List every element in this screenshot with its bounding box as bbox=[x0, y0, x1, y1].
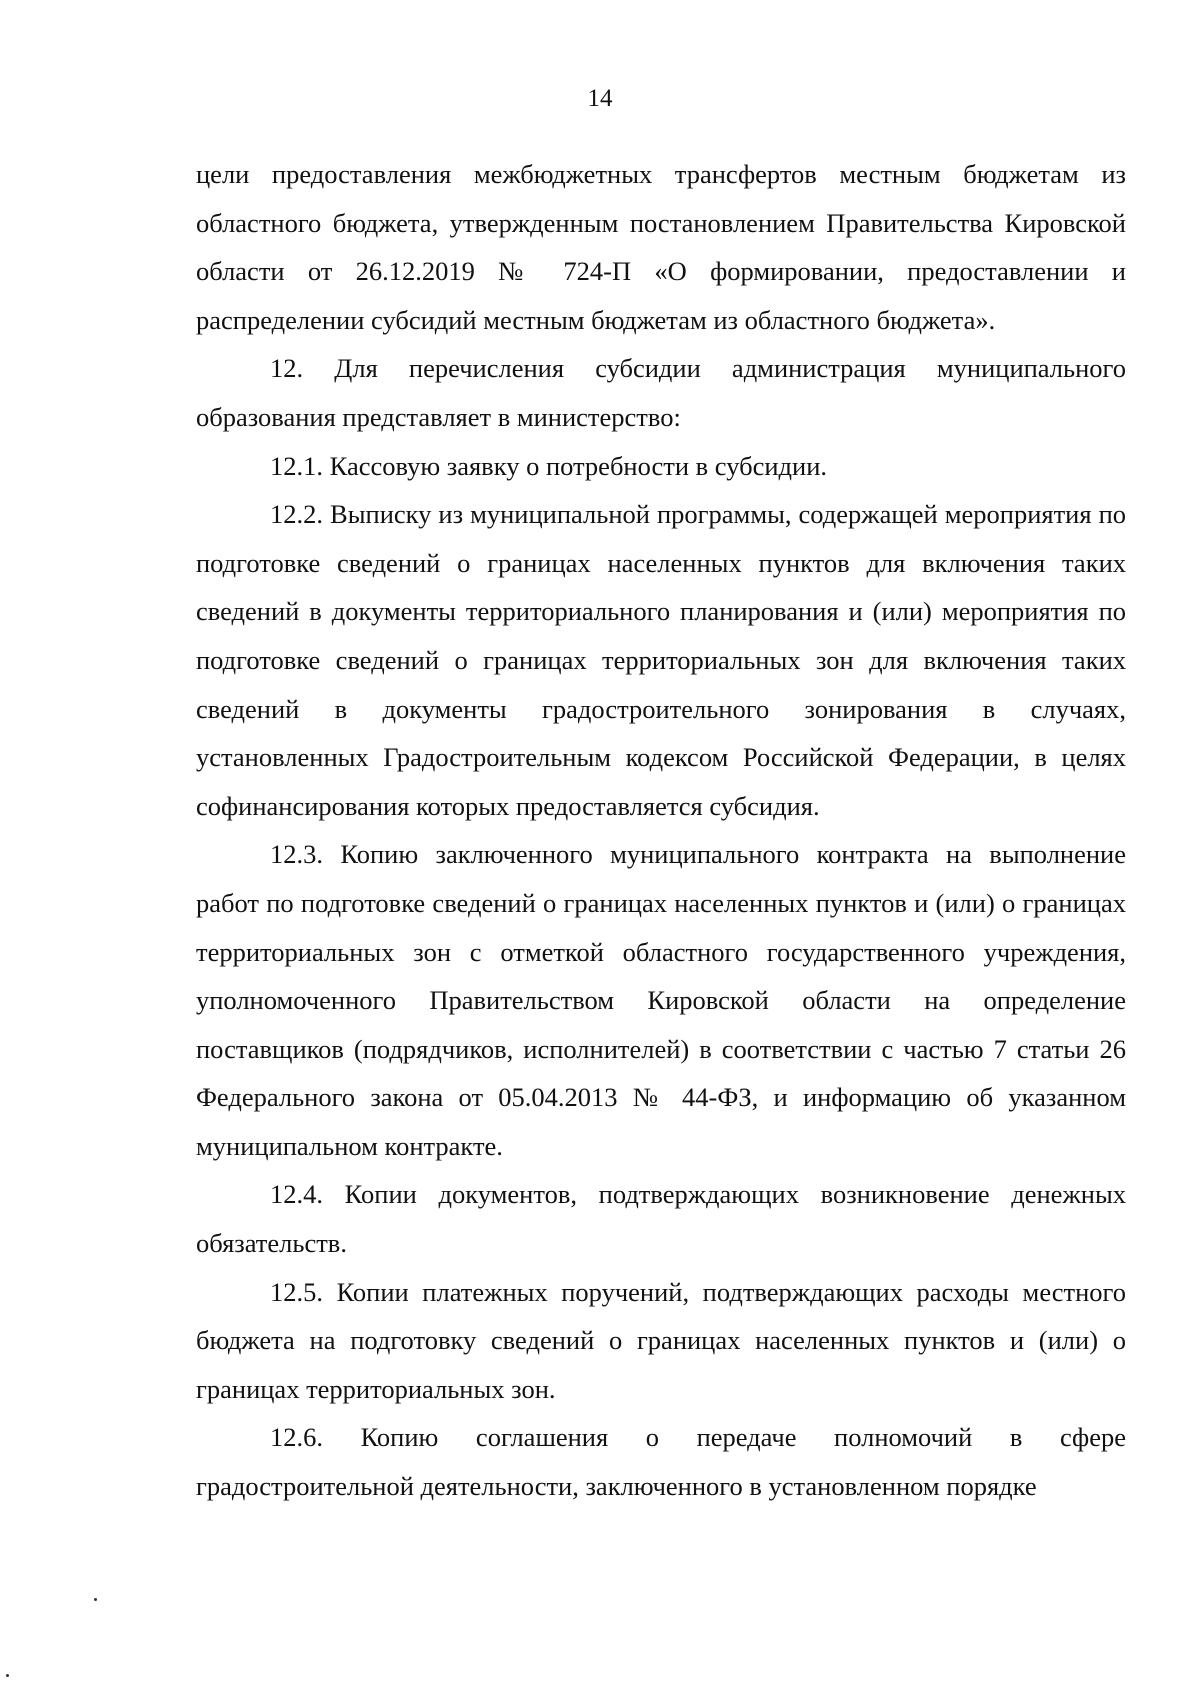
page-number: 14 bbox=[587, 85, 613, 112]
paragraph-12: 12. Для перечисления субсидии администрация муниципального образования представляет в министерство: bbox=[196, 353, 1126, 432]
paragraph-12-6: 12.6. Копию соглашения о передаче полномочий в сфере градостроительной деятельности, заключенного в установленном порядке bbox=[196, 1422, 1126, 1502]
document-body bbox=[196, 150, 1126, 1511]
paragraph-12-1: 12.1. Кассовую заявку о потребности в субсидии. bbox=[270, 450, 828, 481]
scan-speck bbox=[6, 1674, 9, 1677]
paragraph-12-3: 12.3. Копию заключенного муниципального контракта на выполнение работ по подготовке сведений о границах населенных пунктов и (или) о границах территориальных зон с отметкой областного государственного учреждения, уполномоченного Правительством Кировской области на определение поставщиков (подрядчиков, исполнителей) в соответствии с частью 7 статьи 26 Федерального закона от 05.04.2013 № 44-ФЗ, и информацию об указанном муниципальном контракте. bbox=[196, 839, 1126, 1161]
paragraph-12-5: 12.5. Копии платежных поручений, подтверждающих расходы местного бюджета на подготовку сведений о границах населенных пунктов и (или) о границах территориальных зон. bbox=[196, 1276, 1126, 1404]
paragraph-12-2: 12.2. Выписку из муниципальной программы, содержащей мероприятия по подготовке сведений о границах населенных пунктов для включения таких сведений в документы территориального планирования и (или) мероприятия по подготовке сведений о границах территориальных зон для включения таких сведений в документы градостроительного зонирования в случаях, установленных Градостроительным кодексом Российской Федерации, в целях софинансирования которых предоставляется субсидия. bbox=[196, 499, 1126, 821]
paragraph-12-4: 12.4. Копии документов, подтверждающих возникновение денежных обязательств. bbox=[196, 1179, 1126, 1259]
scan-speck bbox=[94, 1598, 97, 1601]
paragraph-continuation: цели предоставления межбюджетных трансфертов местным бюджетам из областного бюджета, утвержденным постановлением Правительства Кировской области от 26.12.2019 № 724-П «О формировании, предоставлении и распределении субсидий местным бюджетам из областного бюджета». bbox=[196, 159, 1126, 335]
